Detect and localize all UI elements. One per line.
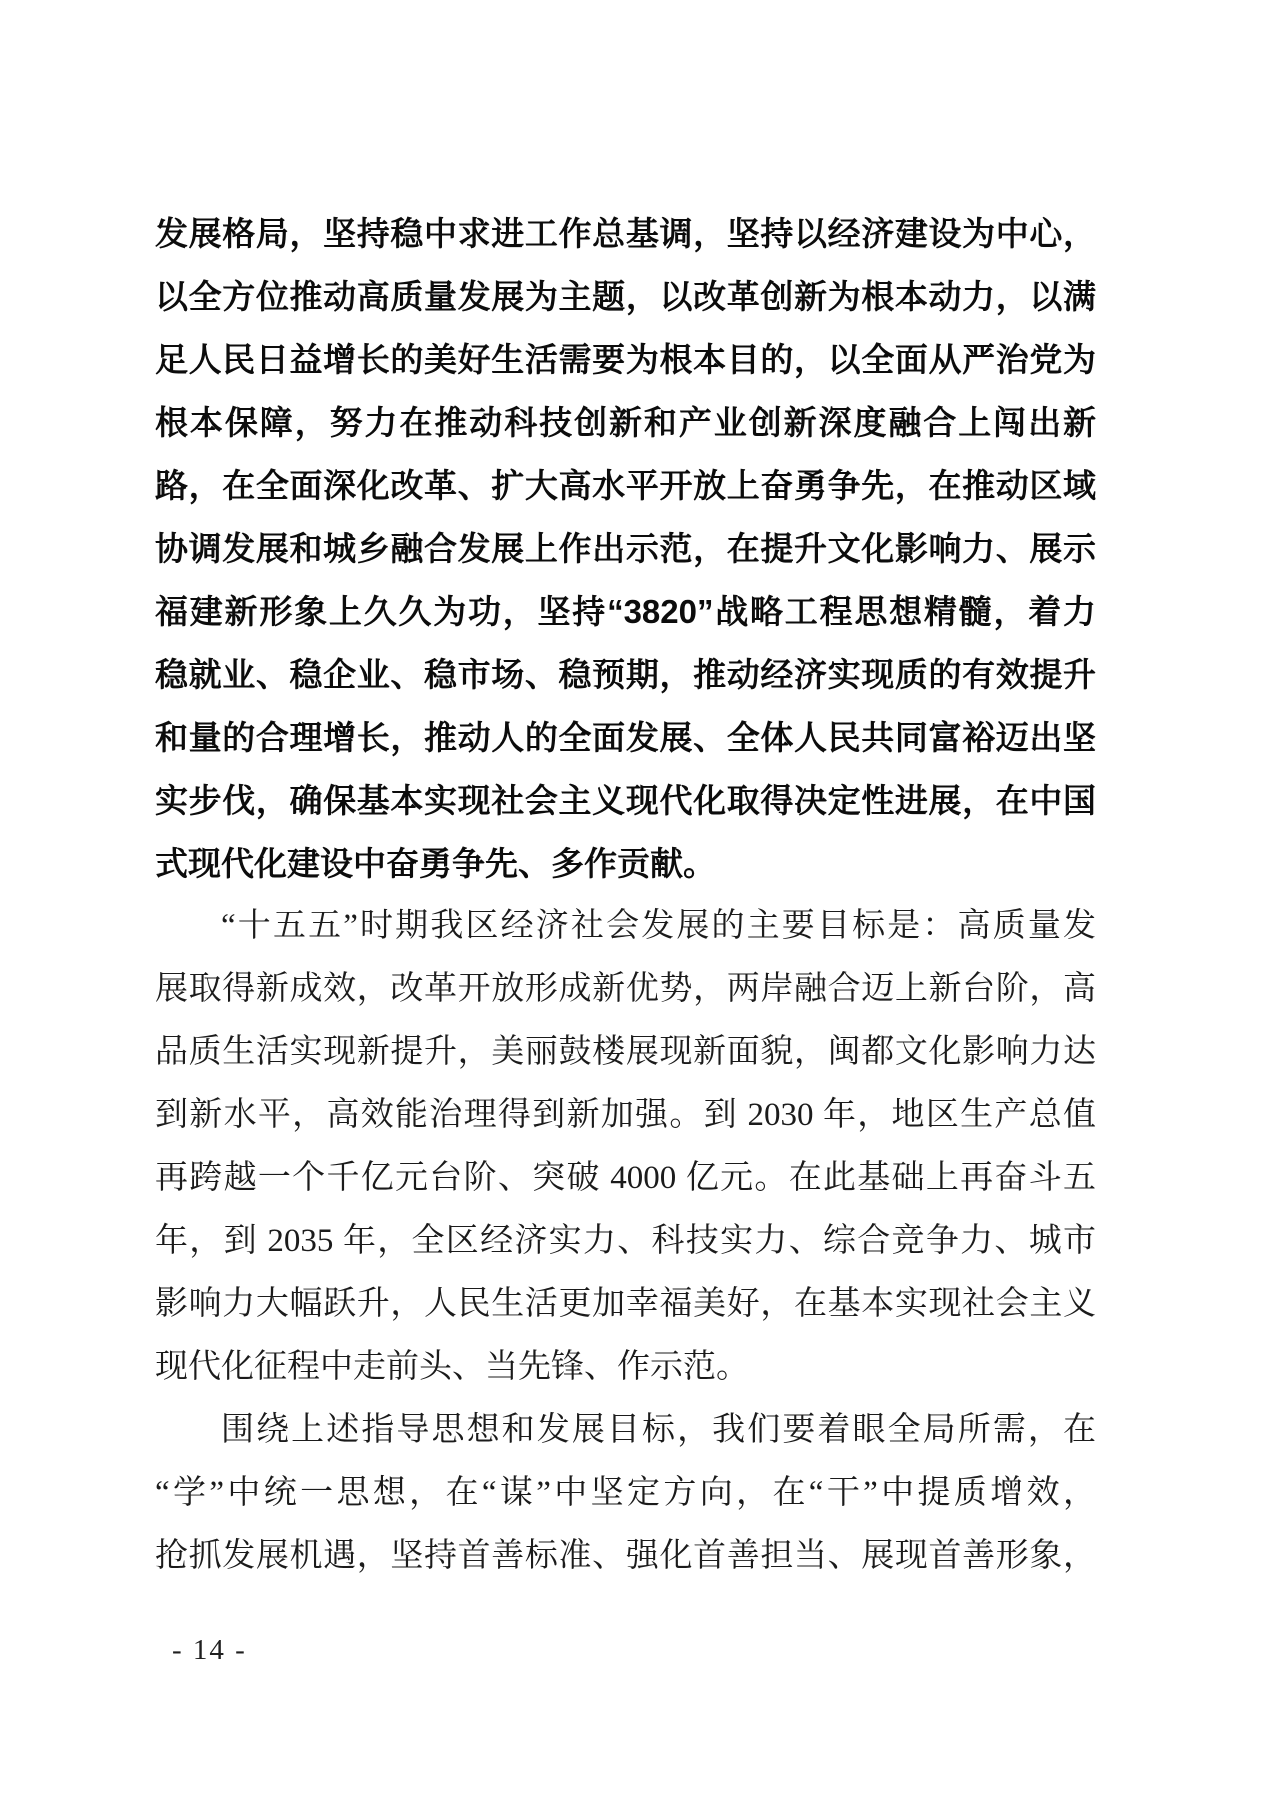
text-line: “十五五”时期我区经济社会发展的主要目标是：高质量发 xyxy=(221,908,1096,944)
page-number: - 14 - xyxy=(172,1634,247,1666)
text-line: 足人民日益增长的美好生活需要为根本目的，以全面从严治党为 xyxy=(155,341,1096,378)
paragraph-development-goals xyxy=(155,895,1096,1399)
text-line: 实步伐，确保基本实现社会主义现代化取得决定性进展，在中国 xyxy=(155,782,1096,819)
text-line: 年，到 2035 年，全区经济实力、科技实力、综合竞争力、城市 xyxy=(155,1223,1096,1259)
text-line: 品质生活实现新提升，美丽鼓楼展现新面貌，闽都文化影响力达 xyxy=(155,1034,1096,1070)
text-line: 式现代化建设中奋勇争先、多作贡献。 xyxy=(155,845,716,882)
text-line: 稳就业、稳企业、稳市场、稳预期，推动经济实现质的有效提升 xyxy=(155,656,1096,693)
document-body xyxy=(155,202,1096,1588)
text-line: 再跨越一个千亿元台阶、突破 4000 亿元。在此基础上再奋斗五 xyxy=(155,1160,1096,1196)
text-line: 抢抓发展机遇，坚持首善标准、强化首善担当、展现首善形象， xyxy=(155,1538,1096,1574)
text-line: 到新水平，高效能治理得到新加强。到 2030 年，地区生产总值 xyxy=(155,1097,1096,1133)
text-line: 和量的合理增长，推动人的全面发展、全体人民共同富裕迈出坚 xyxy=(155,719,1096,756)
text-line: 福建新形象上久久为功，坚持“3820”战略工程思想精髓，着力 xyxy=(155,593,1096,630)
text-line: 围绕上述指导思想和发展目标，我们要着眼全局所需，在 xyxy=(221,1412,1096,1448)
text-line: 协调发展和城乡融合发展上作出示范，在提升文化影响力、展示 xyxy=(155,530,1096,567)
text-line: 路，在全面深化改革、扩大高水平开放上奋勇争先，在推动区域 xyxy=(155,467,1096,504)
text-line: 展取得新成效，改革开放形成新优势，两岸融合迈上新台阶，高 xyxy=(155,971,1096,1007)
text-line: 影响力大幅跃升，人民生活更加幸福美好，在基本实现社会主义 xyxy=(155,1286,1096,1322)
text-line: 发展格局，坚持稳中求进工作总基调，坚持以经济建设为中心， xyxy=(155,215,1096,252)
paragraph-guiding-principles xyxy=(155,202,1096,895)
text-line: 根本保障，努力在推动科技创新和产业创新深度融合上闯出新 xyxy=(155,404,1096,441)
text-line: 以全方位推动高质量发展为主题，以改革创新为根本动力，以满 xyxy=(155,278,1096,315)
paragraph-implementation xyxy=(155,1399,1096,1588)
text-line: 现代化征程中走前头、当先锋、作示范。 xyxy=(155,1349,749,1385)
text-line: “学”中统一思想，在“谋”中坚定方向，在“干”中提质增效， xyxy=(155,1475,1096,1511)
